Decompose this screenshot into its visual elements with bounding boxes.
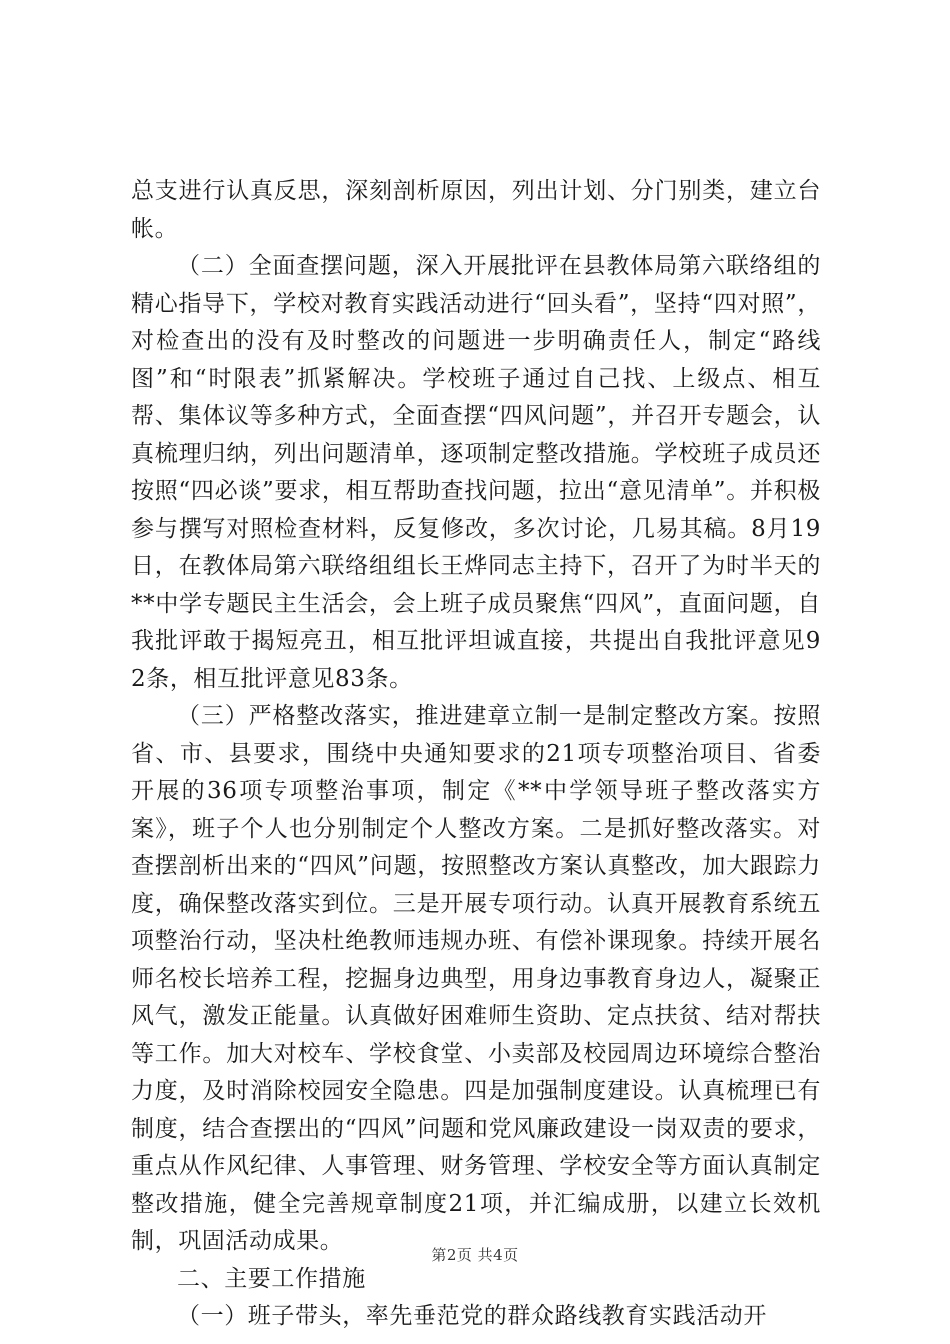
paragraph-section-2: （二）全面查摆问题，深入开展批评在县教体局第六联络组的精心指导下，学校对教育实践活动进行“回头看”，坚持“四对照”，对检查出的没有及时整改的问题进一步明确责任人，制定“路线图”和“时限表”抓紧解决。学校班子通过自己找、上级点、相互帮、集体议等多种方式，全面查摆“四风问题”，并召开专题会，认真梳理归纳，列出问题清单，逐项制定整改措施。学校班子成员还按照“四必谈”要求，相互帮助查找问题，拉出“意见清单”。并积极参与撰写对照检查材料，反复修改，多次讨论，几易其稿。8月19日，在教体局第六联络组组长王烨同志主持下，召开了为时半天的**中学专题民主生活会，会上班子成员聚焦“四风”，直面问题，自我批评敢于揭短亮丑，相互批评坦诚直接，共提出自我批评意见92条，相互批评意见83条。 — [131, 253, 821, 692]
document-body — [131, 173, 821, 1336]
page-footer: 第2页 共4页 — [431, 1246, 519, 1264]
paragraph-subsection-1: （一）班子带头，率先垂范党的群众路线教育实践活动开 — [177, 1303, 767, 1329]
paragraph-section-3: （三）严格整改落实，推进建章立制一是制定整改方案。按照省、市、县要求，围绕中央通知要求的21项专项整治项目、省委开展的36项专项整治事项，制定《**中学领导班子整改落实方案》，班子个人也分别制定个人整改方案。二是抓好整改落实。对查摆剖析出来的“四风”问题，按照整改方案认真整改，加大跟踪力度，确保整改落实到位。三是开展专项行动。认真开展教育系统五项整治行动，坚决杜绝教师违规办班、有偿补课现象。持续开展名师名校长培养工程，挖掘身边典型，用身边事教育身边人，凝聚正风气，激发正能量。认真做好困难师生资助、定点扶贫、结对帮扶等工作。加大对校车、学校食堂、小卖部及校园周边环境综合整治力度，及时消除校园安全隐患。四是加强制度建设。认真梳理已有制度，结合查摆出的“四风”问题和党风廉政建设一岗双责的要求，重点从作风纪律、人事管理、财务管理、学校安全等方面认真制定整改措施，健全完善规章制度21项，并汇编成册，以建立长效机制，巩固活动成果。 — [131, 703, 821, 1254]
paragraph-continuation: 总支进行认真反思，深刻剖析原因，列出计划、分门别类，建立台帐。 — [131, 178, 821, 242]
section-heading-main-measures: 二、主要工作措施 — [177, 1265, 366, 1292]
